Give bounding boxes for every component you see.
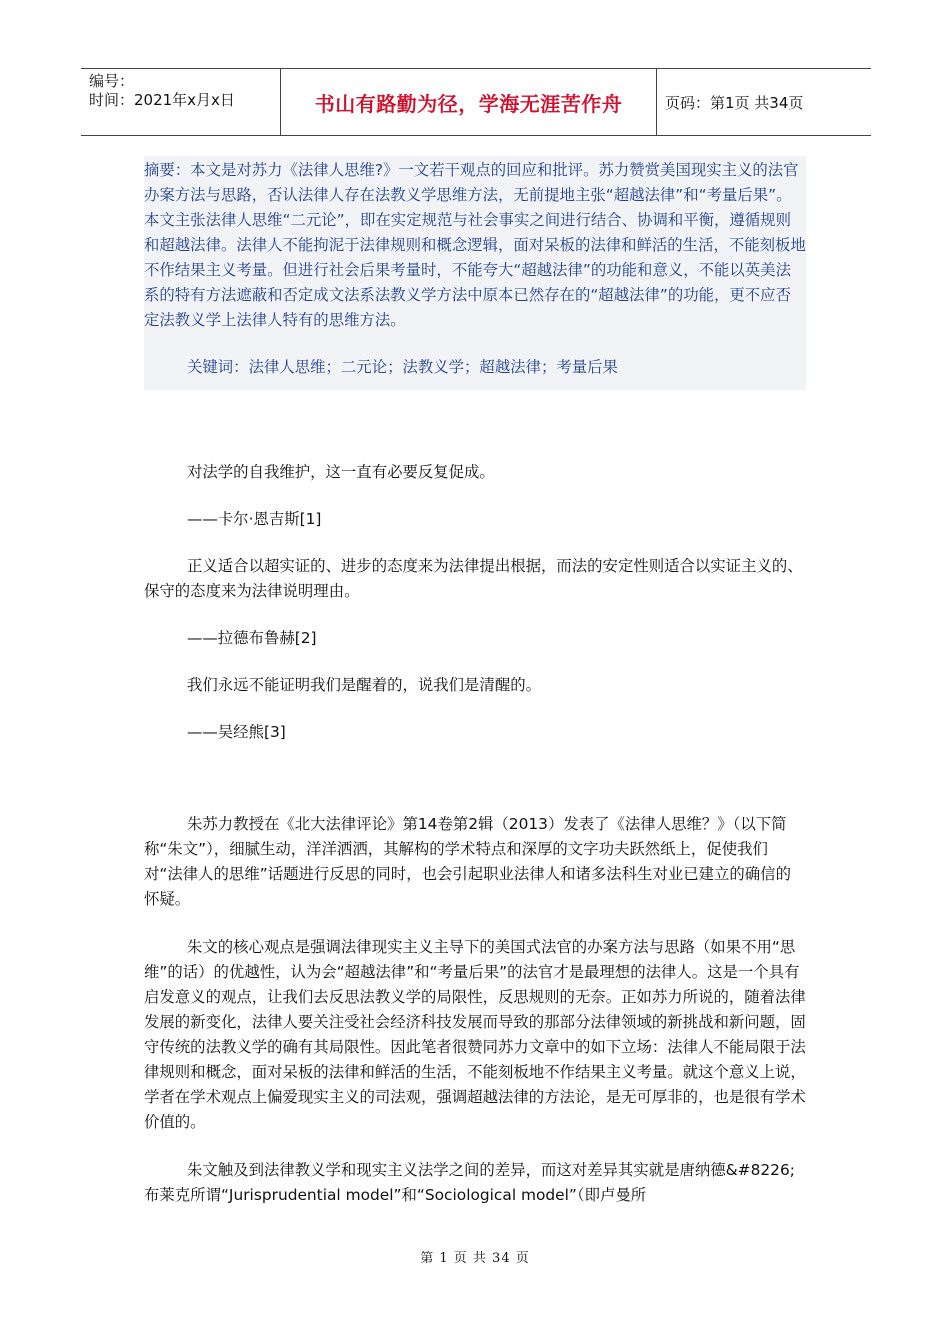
body-paragraph: 朱文触及到法律教义学和现实主义法学之间的差异，而这对差异其实就是唐纳德&#8226;布莱克所谓“Jurisprudential model”和“Sociological model”（即卢曼所 — [144, 1161, 795, 1204]
epigraph-text: 对法学的自我维护，这一直有必要反复促成。 — [187, 463, 495, 481]
page-footer: 第 1 页 共 34 页 — [420, 1251, 530, 1266]
header-page-info: 页码：第1页 共34页 — [665, 93, 804, 112]
document-date: 时间：2021年x月x日 — [89, 91, 235, 109]
page-header — [81, 68, 871, 136]
body-paragraph: 朱苏力教授在《北大法律评论》第14卷第2辑（2013）发表了《法律人思维？》（以下简称“朱文”），细腻生动，洋洋洒洒，其解构的学术特点和深厚的文字功夫跃然纸上，促使我们对“法律人的思维”话题进行反思的同时，也会引起职业法律人和诸多法科生对业已建立的确信的怀疑。 — [144, 815, 791, 908]
header-meta — [81, 69, 281, 135]
epigraph-author: ——卡尔·恩吉斯[1] — [187, 510, 322, 528]
epigraph-author: ——拉德布鲁赫[2] — [187, 629, 317, 647]
epigraph-author: ——吴经熊[3] — [187, 723, 286, 741]
epigraph-text: 我们永远不能证明我们是醒着的，说我们是清醒的。 — [187, 676, 541, 694]
header-motto: 书山有路勤为径，学海无涯苦作舟 — [281, 69, 657, 135]
document-number-label: 编号： — [89, 72, 135, 90]
abstract-section — [144, 156, 806, 390]
body-paragraph: 朱文的核心观点是强调法律现实主义主导下的美国式法官的办案方法与思路（如果不用“思维”的话）的优越性，认为会“超越法律”和“考量后果”的法官才是最理想的法律人。这是一个具有启发意义的观点，让我们去反思法教义学的局限性，反思规则的无奈。正如苏力所说的，随着法律发展的新变化，法律人要关注受社会经济科技发展而导致的那部分法律领域的新挑战和新问题，固守传统的法教义学的确有其局限性。因此笔者很赞同苏力文章中的如下立场：法律人不能局限于法律规则和概念，面对呆板的法律和鲜活的生活，不能刻板地不作结果主义考量。就这个意义上说，学者在学术观点上偏爱现实主义的司法观，强调超越法律的方法论，是无可厚非的，也是很有学术价值的。 — [144, 938, 806, 1131]
epigraphs — [144, 460, 806, 745]
abstract-text: 摘要：本文是对苏力《法律人思维?》一文若干观点的回应和批评。苏力赞赏美国现实主义的法官办案方法与思路，否认法律人存在法教义学思维方法，无前提地主张“超越法律”和“考量后果”。本文主张法律人思维“二元论”，即在实定规范与社会事实之间进行结合、协调和平衡，遵循规则和超越法律。法律人不能拘泥于法律规则和概念逻辑，面对呆板的法律和鲜活的生活，不能刻板地不作结果主义考量。但进行社会后果考量时，不能夸大“超越法律”的功能和意义，不能以英美法系的特有方法遮蔽和否定成文法系法教义学方法中原本已然存在的“超越法律”的功能，更不应否定法教义学上法律人特有的思维方法。 — [144, 161, 806, 329]
epigraph-text: 正义适合以超实证的、进步的态度来为法律提出根据，而法的安定性则适合以实证主义的、保守的态度来为法律说明理由。 — [144, 557, 803, 600]
document-body — [144, 156, 806, 1208]
keywords: 关键词：法律人思维；二元论；法教义学；超越法律；考量后果 — [187, 358, 618, 376]
